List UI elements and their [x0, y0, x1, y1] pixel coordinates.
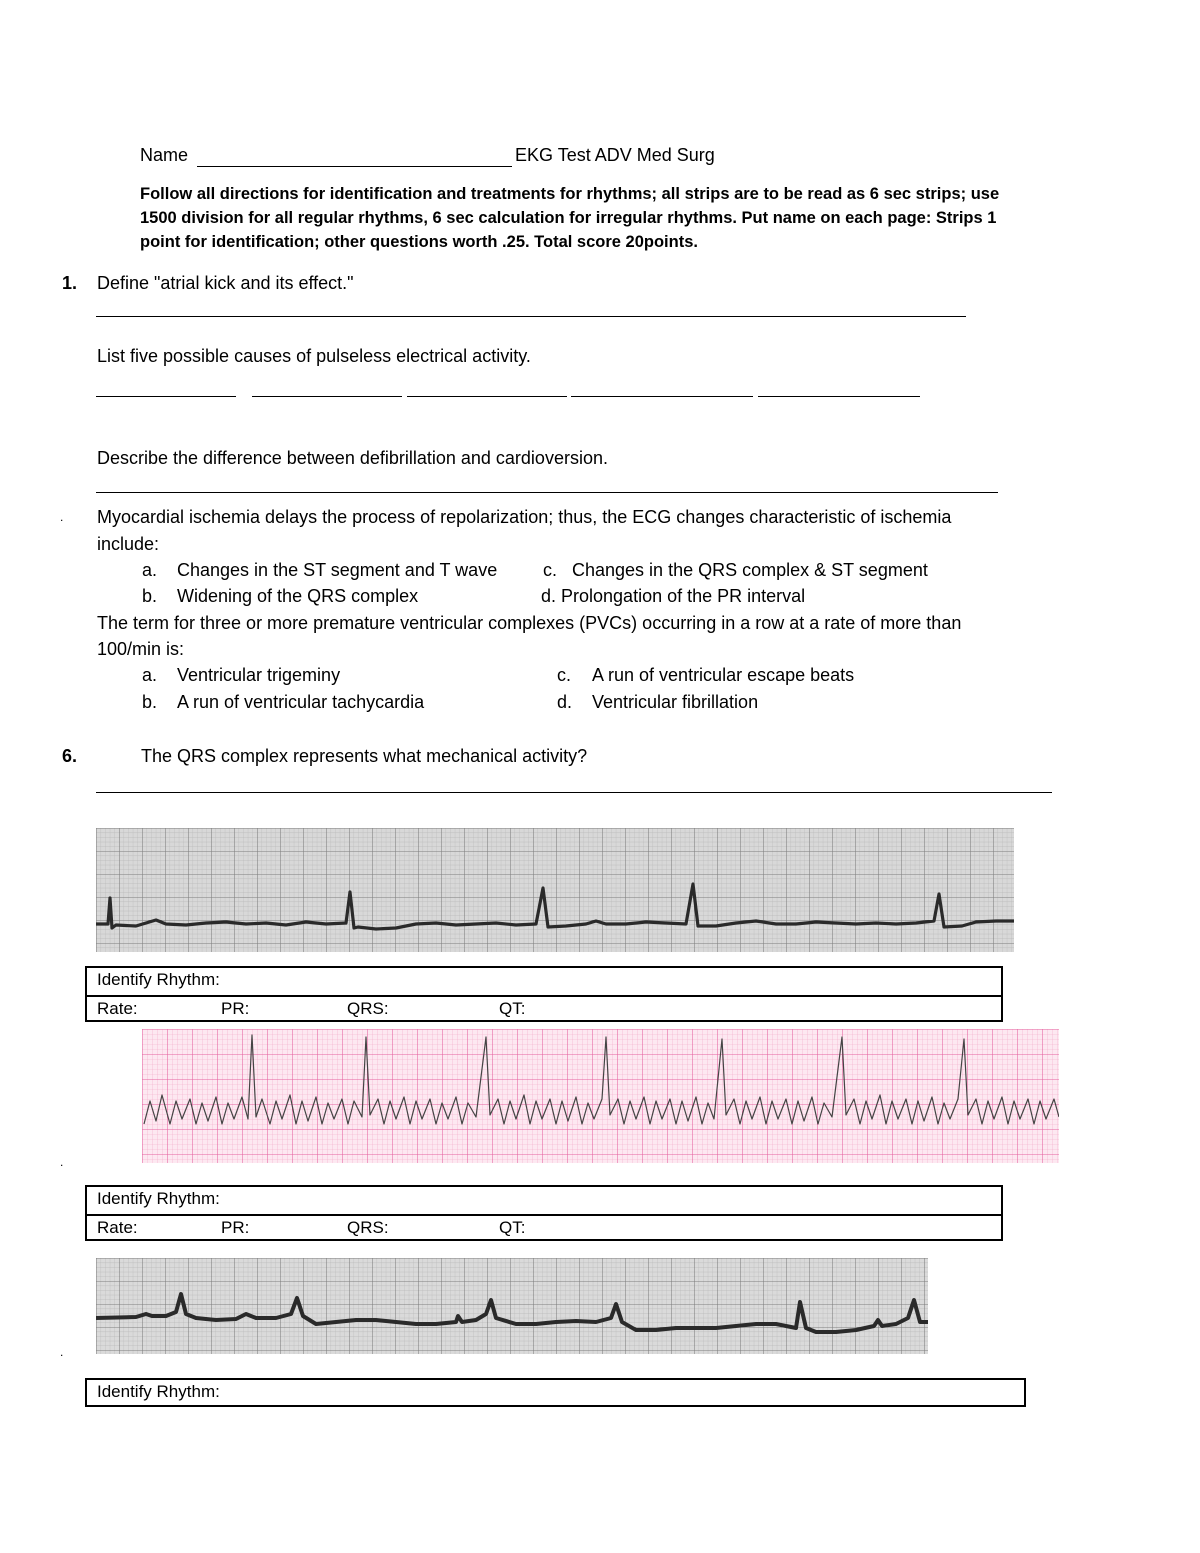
q1-answer-line[interactable] — [96, 316, 966, 317]
q5-option-a-letter: a. — [142, 665, 158, 685]
rate-label[interactable]: Rate: — [97, 999, 138, 1018]
ecg-strip-3 — [96, 1258, 928, 1354]
name-line — [140, 145, 188, 166]
q4-option-c-letter: c. — [543, 560, 558, 580]
q2-answer-line-4[interactable] — [571, 396, 753, 397]
pr-label[interactable]: PR: — [221, 1218, 250, 1237]
bullet-dot: . — [60, 510, 64, 524]
bullet-dot: . — [60, 1155, 64, 1169]
identify-rhythm-label[interactable]: Identify Rhythm: — [97, 970, 220, 989]
q2-answer-line-1[interactable] — [96, 396, 236, 397]
q5-text-line2: 100/min is: — [97, 639, 185, 659]
q2-answer-line-2[interactable] — [252, 396, 402, 397]
q3-text: Describe the difference between defibrillation and cardioversion. — [97, 448, 608, 468]
name-blank[interactable] — [197, 166, 512, 167]
q4-option-a-letter: a. — [142, 560, 158, 580]
qrs-label[interactable]: QRS: — [347, 999, 389, 1018]
q3-answer-line[interactable] — [96, 492, 998, 493]
rate-label[interactable]: Rate: — [97, 1218, 138, 1237]
directions: Follow all directions for identification and treatments for rhythms; all strips are to be read as 6 sec strips; use 1500 division for all regular rhythms, 6 sec calculation for irregular rhythms. Put name on each page: Strips 1 point for identification; other questions worth .25. Total score 20points. — [140, 185, 1000, 251]
q5-option-b[interactable]: A run of ventricular tachycardia — [177, 692, 425, 712]
q2-answer-line-5[interactable] — [758, 396, 920, 397]
q5-option-b-letter: b. — [142, 692, 158, 712]
q2-answer-line-3[interactable] — [407, 396, 567, 397]
answer-box-1 — [85, 966, 1003, 1022]
q5-option-d-letter: d. — [557, 692, 573, 712]
strip-3-grid — [96, 1258, 928, 1354]
qrs-label[interactable]: QRS: — [347, 1218, 389, 1237]
ecg-strip-2 — [142, 1029, 1059, 1163]
q4-option-c[interactable]: Changes in the QRS complex & ST segment — [572, 560, 928, 580]
q6-text: The QRS complex represents what mechanical activity? — [141, 746, 588, 766]
q4-option-d[interactable]: d. Prolongation of the PR interval — [541, 586, 806, 606]
q1-text: Define "atrial kick and its effect." — [97, 273, 354, 293]
answer-box-2 — [85, 1185, 1003, 1241]
q4-option-b[interactable]: Widening of the QRS complex — [177, 586, 419, 606]
q2-text: List five possible causes of pulseless electrical activity. — [97, 346, 531, 366]
name-label: Name — [140, 145, 189, 165]
ecg-strip-1 — [96, 828, 1014, 952]
strip-2-grid — [142, 1029, 1059, 1163]
test-title: EKG Test ADV Med Surg — [515, 145, 715, 165]
q5-option-c-letter: c. — [557, 665, 572, 685]
pr-label[interactable]: PR: — [221, 999, 250, 1018]
q6-number: 6. — [62, 746, 78, 766]
strip-1-grid — [96, 828, 1014, 952]
q4-text-line1: Myocardial ischemia delays the process of repolarization; thus, the ECG changes characteristic of ischemia — [97, 507, 952, 527]
answer-box-3 — [85, 1378, 1026, 1407]
q4-option-b-letter: b. — [142, 586, 158, 606]
qt-label[interactable]: QT: — [499, 1218, 526, 1237]
q5-option-c[interactable]: A run of ventricular escape beats — [592, 665, 855, 685]
q5-option-d[interactable]: Ventricular fibrillation — [592, 692, 759, 712]
bullet-dot: . — [60, 1345, 64, 1359]
identify-rhythm-label[interactable]: Identify Rhythm: — [97, 1382, 220, 1401]
q5-text-line1: The term for three or more premature ventricular complexes (PVCs) occurring in a row at a rate of more than — [97, 613, 962, 633]
qt-label[interactable]: QT: — [499, 999, 526, 1018]
q6-answer-line[interactable] — [96, 792, 1052, 793]
q4-text-line2: include: — [97, 534, 160, 554]
q1-number: 1. — [62, 273, 78, 293]
q5-option-a[interactable]: Ventricular trigeminy — [177, 665, 341, 685]
q4-option-a[interactable]: Changes in the ST segment and T wave — [177, 560, 498, 580]
identify-rhythm-label[interactable]: Identify Rhythm: — [97, 1189, 220, 1208]
